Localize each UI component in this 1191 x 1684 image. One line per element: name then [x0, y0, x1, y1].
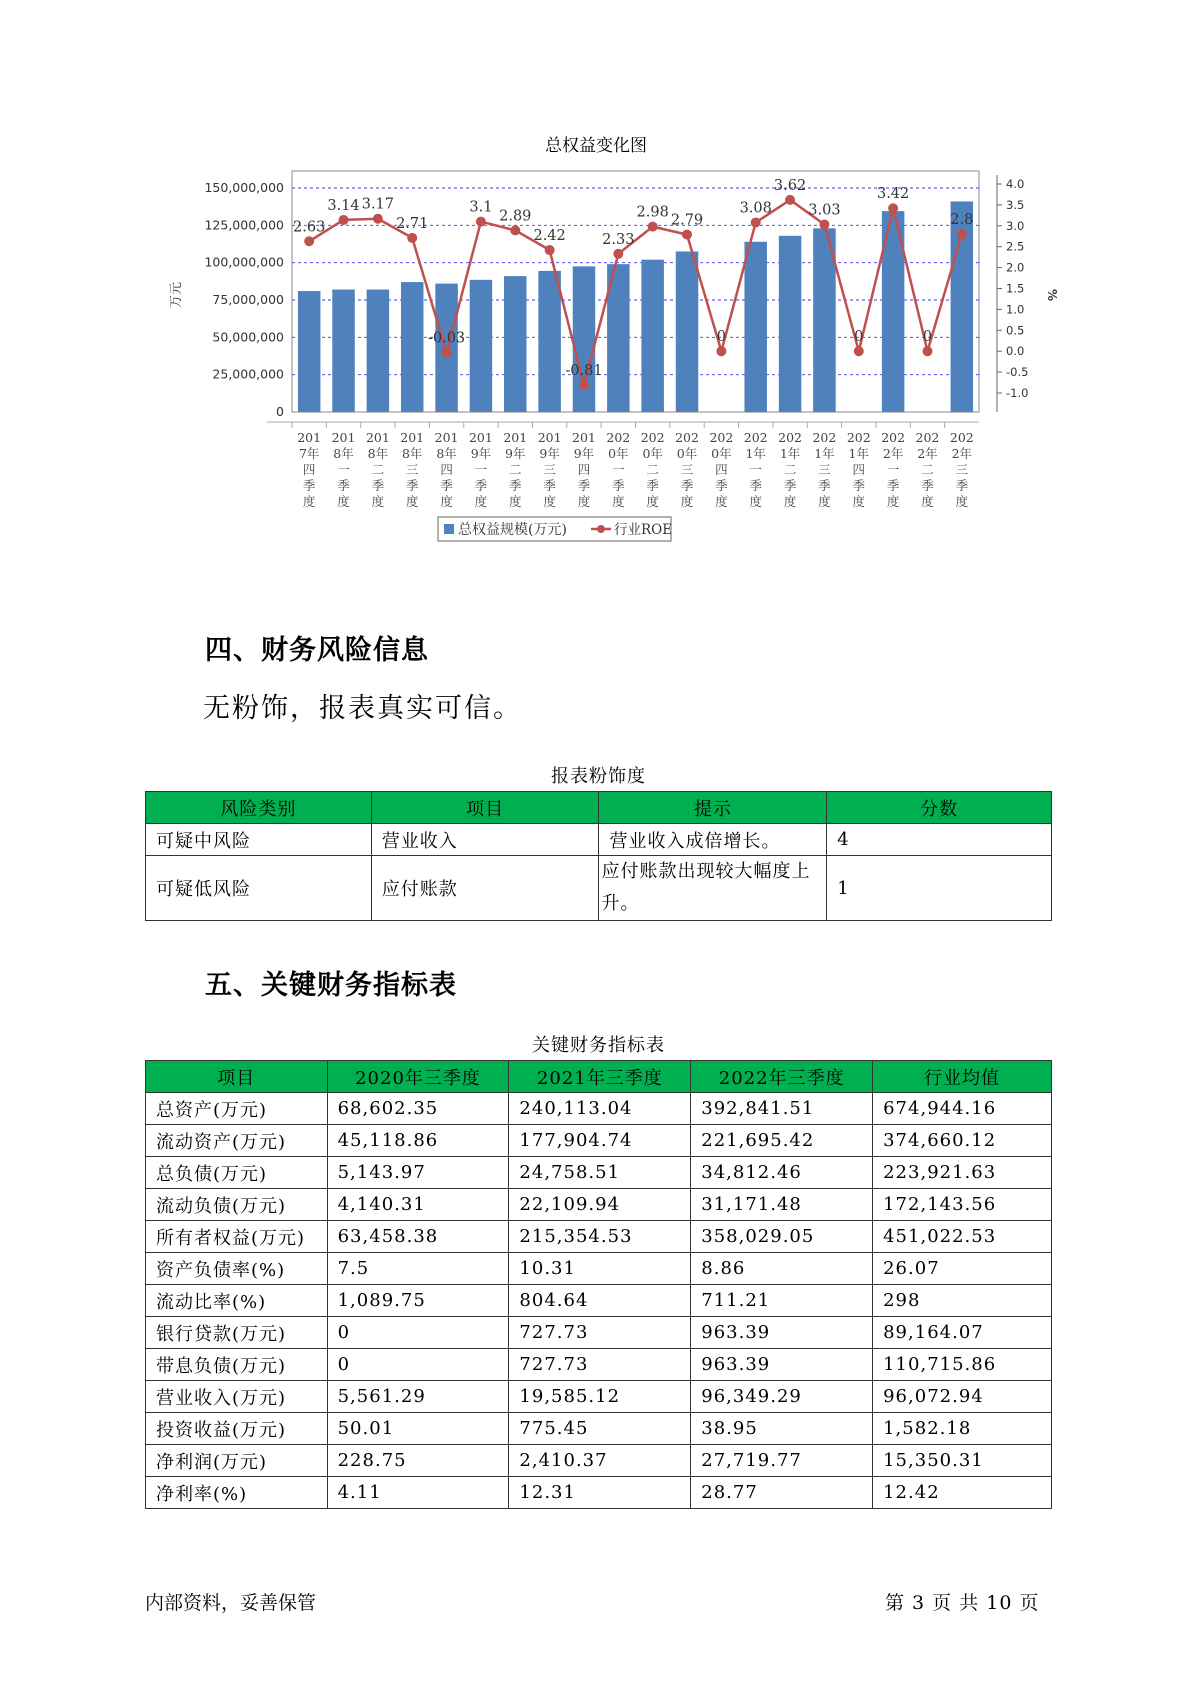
data-label: 3.03: [808, 202, 841, 219]
data-label: 3.17: [361, 196, 395, 213]
x-tick-label: 四: [302, 462, 316, 477]
x-tick-label: 度: [474, 494, 488, 509]
table-cell: 34,812.46: [691, 1157, 873, 1189]
table-row: [146, 824, 1052, 856]
x-tick-label: 四: [577, 462, 591, 477]
x-tick-label: 季: [577, 478, 591, 493]
header-cell: 项目: [146, 1061, 328, 1093]
bar: [744, 242, 767, 412]
x-tick-label: 度: [612, 494, 625, 509]
header-cell: 2022年三季度: [691, 1061, 873, 1093]
table-cell: 392,841.51: [691, 1093, 873, 1125]
x-tick-label: 一: [474, 462, 488, 477]
table-cell: 240,113.04: [509, 1093, 691, 1125]
x-tick-label: 8年: [333, 446, 354, 461]
x-tick-label: 1年: [814, 446, 835, 461]
table-cell: 674,944.16: [873, 1093, 1052, 1125]
data-label: 0: [922, 329, 933, 346]
table-cell: 带息负债(万元): [146, 1349, 328, 1381]
table-cell: 总资产(万元): [146, 1093, 328, 1125]
table-cell: 15,350.31: [873, 1445, 1052, 1477]
line-point: [476, 217, 486, 227]
kpi-table-header: [146, 1061, 1052, 1093]
table-cell: 172,143.56: [873, 1189, 1052, 1221]
x-tick-label: 一: [886, 462, 900, 477]
table-cell: 净利率(%): [146, 1477, 328, 1509]
x-tick-label: 201: [331, 430, 356, 445]
x-tick-label: 9年: [505, 446, 526, 461]
x-tick-label: 201: [468, 430, 493, 445]
x-tick-label: 201: [400, 430, 425, 445]
line-point: [819, 220, 829, 230]
line-point: [339, 215, 349, 225]
line-point: [407, 233, 417, 243]
table-cell: 804.64: [509, 1285, 691, 1317]
table-row: [146, 1093, 1052, 1125]
x-tick-label: 201: [503, 430, 528, 445]
table-cell: 89,164.07: [873, 1317, 1052, 1349]
x-tick-label: 度: [440, 494, 453, 509]
legend-swatch-bar: [444, 524, 454, 534]
table-cell: 4: [827, 824, 1052, 856]
header-cell: 分数: [827, 792, 1052, 824]
data-label: 2.89: [499, 208, 532, 225]
x-tick-label: 0年: [642, 446, 663, 461]
y2-tick-label: 3.5: [1006, 197, 1025, 212]
x-tick-label: 2年: [882, 446, 904, 461]
x-tick-label: 201: [297, 430, 322, 445]
x-tick-label: 202: [949, 430, 974, 445]
table-cell: 所有者权益(万元): [146, 1221, 328, 1253]
table-cell: 727.73: [509, 1317, 691, 1349]
table-row: [146, 1125, 1052, 1157]
x-tick-label: 度: [955, 494, 969, 509]
plot-area: [292, 171, 979, 412]
risk-table-caption: 报表粉饰度: [551, 766, 646, 787]
kpi-table: [145, 1060, 1052, 1509]
x-tick-label: 季: [955, 478, 969, 493]
x-tick-label: 202: [606, 430, 631, 445]
x-tick-label: 四: [440, 462, 453, 477]
x-tick-label: 度: [680, 494, 694, 509]
line-point: [579, 380, 589, 390]
x-tick-label: 二: [783, 462, 797, 477]
table-cell: 221,695.42: [691, 1125, 873, 1157]
x-tick-label: 二: [509, 462, 522, 477]
y2-axis-label: %: [1045, 288, 1059, 302]
x-tick-label: 季: [440, 478, 453, 493]
bar: [367, 290, 390, 412]
data-label: 0: [716, 329, 726, 346]
y2-tick-label: 0.0: [1006, 344, 1025, 359]
table-cell: 12.42: [873, 1477, 1052, 1509]
x-tick-label: 202: [778, 430, 803, 445]
line-point: [888, 203, 898, 213]
x-tick-label: 三: [543, 462, 556, 477]
table-cell: 215,354.53: [509, 1221, 691, 1253]
x-tick-label: 季: [474, 478, 488, 493]
x-tick-label: 202: [640, 430, 665, 445]
table-cell: 358,029.05: [691, 1221, 873, 1253]
table-cell: 711.21: [691, 1285, 873, 1317]
x-tick-label: 度: [646, 494, 659, 509]
bar: [332, 290, 355, 412]
table-row: [146, 1189, 1052, 1221]
table-row: [146, 856, 1052, 921]
x-tick-label: 季: [783, 478, 797, 493]
legend-label: 总权益规模(万元): [458, 522, 567, 538]
line-point: [648, 222, 658, 232]
x-tick-label: 二: [921, 462, 934, 477]
table-cell: 1,089.75: [327, 1285, 509, 1317]
header-cell: 提示: [599, 792, 827, 824]
bar: [676, 251, 699, 412]
table-row: [146, 1445, 1052, 1477]
table-cell: 96,349.29: [691, 1381, 873, 1413]
data-label: -0.81: [565, 363, 603, 380]
x-tick-label: 201: [572, 430, 596, 445]
x-tick-label: 度: [302, 494, 316, 509]
bar: [641, 260, 664, 412]
y-axis-label: 万元: [169, 281, 184, 309]
x-tick-label: 季: [646, 478, 659, 493]
x-tick-label: 1年: [745, 446, 766, 461]
table-cell: 24,758.51: [509, 1157, 691, 1189]
table-cell: 963.39: [691, 1317, 873, 1349]
y2-tick-label: 1.0: [1006, 302, 1025, 317]
table-cell: 963.39: [691, 1349, 873, 1381]
x-tick-label: 二: [371, 462, 385, 477]
table-cell: 68,602.35: [327, 1093, 509, 1125]
table-row: [146, 1285, 1052, 1317]
x-tick-label: 一: [612, 462, 625, 477]
line-point: [545, 245, 555, 255]
x-tick-label: 季: [337, 478, 350, 493]
bar: [779, 236, 802, 412]
table-cell: 27,719.77: [691, 1445, 873, 1477]
table-cell: 净利润(万元): [146, 1445, 328, 1477]
x-tick-label: 季: [715, 478, 728, 493]
table-cell: 45,118.86: [327, 1125, 509, 1157]
x-tick-label: 2年: [951, 446, 973, 461]
table-row: [146, 1477, 1052, 1509]
table-cell: 7.5: [327, 1253, 509, 1285]
table-cell: 5,143.97: [327, 1157, 509, 1189]
line-point: [716, 346, 726, 356]
table-row: [146, 1317, 1052, 1349]
x-tick-label: 四: [715, 462, 728, 477]
table-cell: 1,582.18: [873, 1413, 1052, 1445]
x-tick-label: 度: [749, 494, 762, 509]
x-tick-label: 季: [371, 478, 385, 493]
x-tick-label: 季: [886, 478, 900, 493]
data-label: 2.8: [950, 212, 974, 229]
data-label: 2.71: [396, 215, 429, 232]
x-tick-label: 201: [537, 430, 562, 445]
risk-table-header: [146, 792, 1052, 824]
bar: [573, 266, 596, 412]
table-cell: 0: [327, 1349, 509, 1381]
y2-tick-label: 2.0: [1006, 260, 1025, 275]
x-tick-label: 9年: [470, 446, 492, 461]
bar: [470, 280, 493, 412]
table-cell: 总负债(万元): [146, 1157, 328, 1189]
section5-title: 五、关键财务指标表: [205, 970, 457, 1001]
table-cell: 2,410.37: [509, 1445, 691, 1477]
table-cell: 银行贷款(万元): [146, 1317, 328, 1349]
table-row: [146, 1221, 1052, 1253]
x-tick-label: 季: [921, 478, 934, 493]
data-label: 2.98: [636, 204, 669, 221]
x-tick-label: 度: [337, 494, 350, 509]
table-cell: 投资收益(万元): [146, 1413, 328, 1445]
table-cell: 1: [827, 856, 1052, 921]
table-cell: 28.77: [691, 1477, 873, 1509]
table-cell: 63,458.38: [327, 1221, 509, 1253]
table-cell: 19,585.12: [509, 1381, 691, 1413]
x-tick-label: 202: [881, 430, 906, 445]
y2-tick-label: 2.5: [1006, 239, 1025, 254]
x-tick-label: 度: [371, 494, 385, 509]
x-tick-label: 1年: [848, 446, 870, 461]
table-cell: 177,904.74: [509, 1125, 691, 1157]
table-cell: 应付账款: [371, 856, 599, 921]
x-tick-label: 二: [646, 462, 659, 477]
section4-text: 无粉饰，报表真实可信。: [203, 693, 522, 724]
line-point: [442, 347, 452, 357]
x-tick-label: 季: [405, 478, 419, 493]
table-row: [146, 1413, 1052, 1445]
header-cell: 行业均值: [873, 1061, 1052, 1093]
x-tick-label: 度: [783, 494, 797, 509]
data-label: 0: [854, 329, 864, 346]
y-tick-label: 100,000,000: [204, 254, 284, 270]
chart-title: 总权益变化图: [545, 136, 647, 156]
x-tick-label: 度: [577, 494, 591, 509]
x-tick-label: 201: [365, 430, 390, 445]
x-tick-label: 202: [743, 430, 768, 445]
line-point: [510, 225, 520, 235]
x-tick-label: 2年: [917, 446, 938, 461]
line-point: [682, 230, 692, 240]
x-tick-label: 8年: [367, 446, 389, 461]
x-tick-label: 季: [612, 478, 625, 493]
x-tick-label: 三: [405, 462, 419, 477]
x-tick-label: 8年: [401, 446, 423, 461]
table-cell: 50.01: [327, 1413, 509, 1445]
x-tick-label: 一: [337, 462, 350, 477]
data-label: 2.63: [293, 219, 326, 236]
line-point: [373, 214, 383, 224]
table-cell: 223,921.63: [873, 1157, 1052, 1189]
x-tick-label: 季: [749, 478, 762, 493]
table-cell: 228.75: [327, 1445, 509, 1477]
y-tick-label: 75,000,000: [212, 292, 284, 307]
x-tick-label: 度: [921, 494, 934, 509]
x-tick-label: 季: [852, 478, 866, 493]
header-cell: 风险类别: [146, 792, 372, 824]
data-label: 3.1: [469, 199, 493, 216]
x-tick-label: 8年: [436, 446, 457, 461]
y-tick-label: 125,000,000: [204, 217, 284, 233]
header-cell: 项目: [371, 792, 599, 824]
x-tick-label: 度: [543, 494, 556, 509]
x-tick-label: 度: [715, 494, 728, 509]
header-cell: 2020年三季度: [327, 1061, 509, 1093]
table-cell: 流动资产(万元): [146, 1125, 328, 1157]
section4-title: 四、财务风险信息: [205, 635, 429, 666]
data-label: 2.33: [602, 231, 635, 248]
y-tick-label: 150,000,000: [204, 180, 284, 195]
legend-label: 行业ROE: [614, 522, 673, 538]
table-cell: 8.86: [691, 1253, 873, 1285]
y2-tick-label: -0.5: [1006, 365, 1029, 380]
y-tick-label: 50,000,000: [212, 329, 284, 345]
table-row: [146, 1381, 1052, 1413]
data-label: 2.42: [533, 228, 566, 245]
x-tick-label: 202: [709, 430, 734, 445]
table-cell: 727.73: [509, 1349, 691, 1381]
bar: [401, 282, 424, 412]
x-tick-label: 9年: [539, 446, 560, 461]
y-tick-label: 25,000,000: [212, 366, 284, 382]
table-cell: 应付账款出现较大幅度上升。: [599, 856, 827, 921]
bar: [504, 276, 527, 412]
x-tick-label: 度: [852, 494, 866, 509]
x-tick-label: 0年: [711, 446, 732, 461]
data-label: 3.62: [773, 177, 807, 194]
data-label: 3.42: [876, 186, 910, 203]
x-tick-label: 202: [812, 430, 837, 445]
kpi-table-body: [146, 1061, 1052, 1509]
x-tick-label: 三: [818, 462, 831, 477]
x-tick-label: 季: [302, 478, 316, 493]
x-tick-label: 一: [749, 462, 762, 477]
risk-table: [145, 791, 1052, 921]
line-point: [922, 346, 932, 356]
table-cell: 可疑低风险: [146, 856, 372, 921]
header-cell: 2021年三季度: [509, 1061, 691, 1093]
y2-tick-label: -1.0: [1006, 386, 1029, 400]
x-tick-label: 度: [886, 494, 900, 509]
x-tick-label: 201: [434, 430, 459, 445]
table-cell: 775.45: [509, 1413, 691, 1445]
data-label: -0.03: [427, 330, 466, 347]
x-tick-label: 7年: [298, 446, 320, 461]
table-cell: 4.11: [327, 1477, 509, 1509]
line-point: [613, 249, 623, 259]
table-cell: 10.31: [509, 1253, 691, 1285]
x-tick-label: 三: [955, 462, 969, 477]
line-point: [751, 217, 761, 227]
page-number: 第 3 页 共 10 页: [885, 1592, 1040, 1614]
y2-tick-label: 0.5: [1006, 323, 1025, 338]
x-tick-label: 季: [818, 478, 831, 493]
x-tick-label: 度: [509, 494, 522, 509]
footer-note: 内部资料，妥善保管: [145, 1592, 317, 1614]
table-cell: 0: [327, 1317, 509, 1349]
table-cell: 营业收入: [371, 824, 599, 856]
data-label: 2.79: [670, 212, 704, 229]
data-label: 3.14: [327, 197, 360, 214]
table-cell: 298: [873, 1285, 1052, 1317]
table-cell: 营业收入(万元): [146, 1381, 328, 1413]
table-row: [146, 1253, 1052, 1285]
x-tick-label: 0年: [608, 446, 629, 461]
x-tick-label: 季: [680, 478, 694, 493]
y2-tick-label: 1.5: [1006, 281, 1025, 296]
line-point: [304, 236, 314, 246]
table-cell: 38.95: [691, 1413, 873, 1445]
x-tick-label: 度: [818, 494, 831, 509]
table-cell: 营业收入成倍增长。: [599, 824, 827, 856]
table-cell: 96,072.94: [873, 1381, 1052, 1413]
table-cell: 流动负债(万元): [146, 1189, 328, 1221]
x-tick-label: 四: [852, 462, 866, 477]
y2-tick-label: 3.0: [1006, 218, 1025, 233]
x-tick-label: 三: [680, 462, 694, 477]
x-tick-label: 1年: [779, 446, 801, 461]
table-cell: 5,561.29: [327, 1381, 509, 1413]
x-tick-label: 202: [915, 430, 940, 445]
y-tick-label: 0: [276, 404, 284, 419]
data-label: 3.08: [739, 200, 772, 217]
x-tick-label: 202: [675, 430, 699, 445]
table-cell: 110,715.86: [873, 1349, 1052, 1381]
kpi-table-caption: 关键财务指标表: [532, 1035, 665, 1056]
table-row: [146, 1157, 1052, 1189]
x-tick-label: 0年: [676, 446, 698, 461]
y2-tick-label: 4.0: [1006, 177, 1025, 191]
table-row: [146, 1349, 1052, 1381]
table-cell: 451,022.53: [873, 1221, 1052, 1253]
x-tick-label: 202: [846, 430, 871, 445]
table-cell: 31,171.48: [691, 1189, 873, 1221]
bar: [298, 291, 321, 412]
line-point: [854, 346, 864, 356]
x-tick-label: 季: [509, 478, 522, 493]
table-cell: 12.31: [509, 1477, 691, 1509]
x-tick-label: 度: [405, 494, 419, 509]
table-cell: 26.07: [873, 1253, 1052, 1285]
table-cell: 374,660.12: [873, 1125, 1052, 1157]
table-cell: 4,140.31: [327, 1189, 509, 1221]
line-point: [957, 229, 967, 239]
x-tick-label: 9年: [573, 446, 595, 461]
legend-swatch-point: [597, 525, 605, 533]
x-tick-label: 季: [543, 478, 556, 493]
table-cell: 流动比率(%): [146, 1285, 328, 1317]
line-point: [785, 195, 795, 205]
bar: [538, 271, 561, 412]
table-cell: 资产负债率(%): [146, 1253, 328, 1285]
table-cell: 可疑中风险: [146, 824, 372, 856]
equity-chart: [160, 130, 1060, 600]
table-cell: 22,109.94: [509, 1189, 691, 1221]
